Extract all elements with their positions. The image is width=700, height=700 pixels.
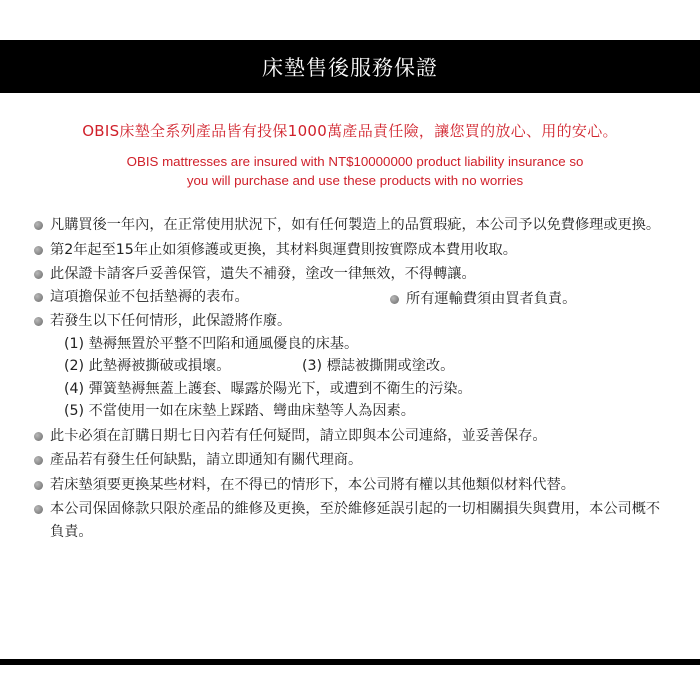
- bullet-icon: [390, 295, 399, 304]
- bullet-icon: [34, 317, 43, 326]
- term-text: 此保證卡請客戶妥善保管，遺失不補發，塗改一律無效，不得轉讓。: [50, 266, 476, 282]
- term-text: 若床墊須要更換某些材料，在不得已的情形下，本公司將有權以其他類似材料代替。: [50, 476, 575, 493]
- term-text: 凡購買後一年內，在正常使用狀況下，如有任何製造上的品質瑕疵，本公司予以免費修理或更換。: [50, 217, 661, 233]
- void-condition-row: [64, 355, 674, 378]
- term-item: [34, 214, 674, 237]
- bullet-icon: [34, 432, 43, 441]
- term-row-pair: [34, 286, 674, 311]
- bullet-icon: [34, 221, 43, 230]
- intro-chinese: OBIS床墊全系列產品皆有投保1000萬產品責任險，讓您買的放心、用的安心。: [82, 122, 618, 140]
- void-condition: (3) 標誌被撕開或塗改。: [302, 358, 455, 374]
- term-item: [34, 239, 674, 262]
- term-item: [34, 263, 674, 286]
- footer-divider: [0, 659, 700, 665]
- bullet-icon: [34, 246, 43, 255]
- page-title: 床墊售後服務保證: [262, 55, 438, 80]
- term-item: [390, 288, 576, 311]
- term-item: [34, 474, 674, 497]
- bullet-icon: [34, 270, 43, 279]
- intro-english-line-2: you will purchase and use these products with no worries: [186, 173, 524, 188]
- term-text: 若發生以下任何情形，此保證將作廢。: [50, 313, 292, 329]
- term-text: 產品若有發生任何缺點，請立即通知有關代理商。: [50, 452, 363, 468]
- bullet-icon: [34, 481, 43, 490]
- void-condition: (4) 彈簧墊褥無蓋上護套、曝露於陽光下，或遭到不衛生的污染。: [64, 380, 472, 397]
- term-item: [34, 310, 674, 423]
- term-text: 這項擔保並不包括墊褥的表布。: [50, 288, 249, 305]
- term-item: [34, 286, 390, 311]
- void-condition: (1) 墊褥無置於平整不凹陷和通風優良的床基。: [64, 335, 359, 352]
- intro-english-line-1: OBIS mattresses are insured with NT$10000000 product liability insurance so: [126, 154, 584, 169]
- terms-list: [34, 214, 674, 543]
- void-conditions-list: [50, 333, 674, 423]
- term-text: 所有運輸費須由買者負責。: [406, 290, 577, 307]
- term-item: [34, 449, 674, 472]
- bullet-icon: [34, 505, 43, 514]
- void-condition: (2) 此墊褥被撕破或損壞。: [64, 358, 231, 374]
- term-item: [34, 498, 674, 543]
- term-text: 本公司保固條款只限於產品的維修及更換，至於維修延誤引起的一切相關損失與費用，本公司概不負責。: [50, 501, 661, 540]
- term-text: 此卡必須在訂購日期七日內若有任何疑問，請立即與本公司連絡，並妥善保存。: [50, 427, 547, 444]
- void-condition: (5) 不當使用一如在床墊上踩踏、彎曲床墊等人為因素。: [64, 403, 415, 419]
- intro-english: [60, 152, 650, 190]
- bullet-icon: [34, 293, 43, 302]
- term-text: 第2年起至15年止如須修護或更換，其材料與運費則按實際成本費用收取。: [50, 241, 517, 258]
- term-item: [34, 425, 674, 448]
- header-bar: [0, 40, 700, 93]
- bullet-icon: [34, 456, 43, 465]
